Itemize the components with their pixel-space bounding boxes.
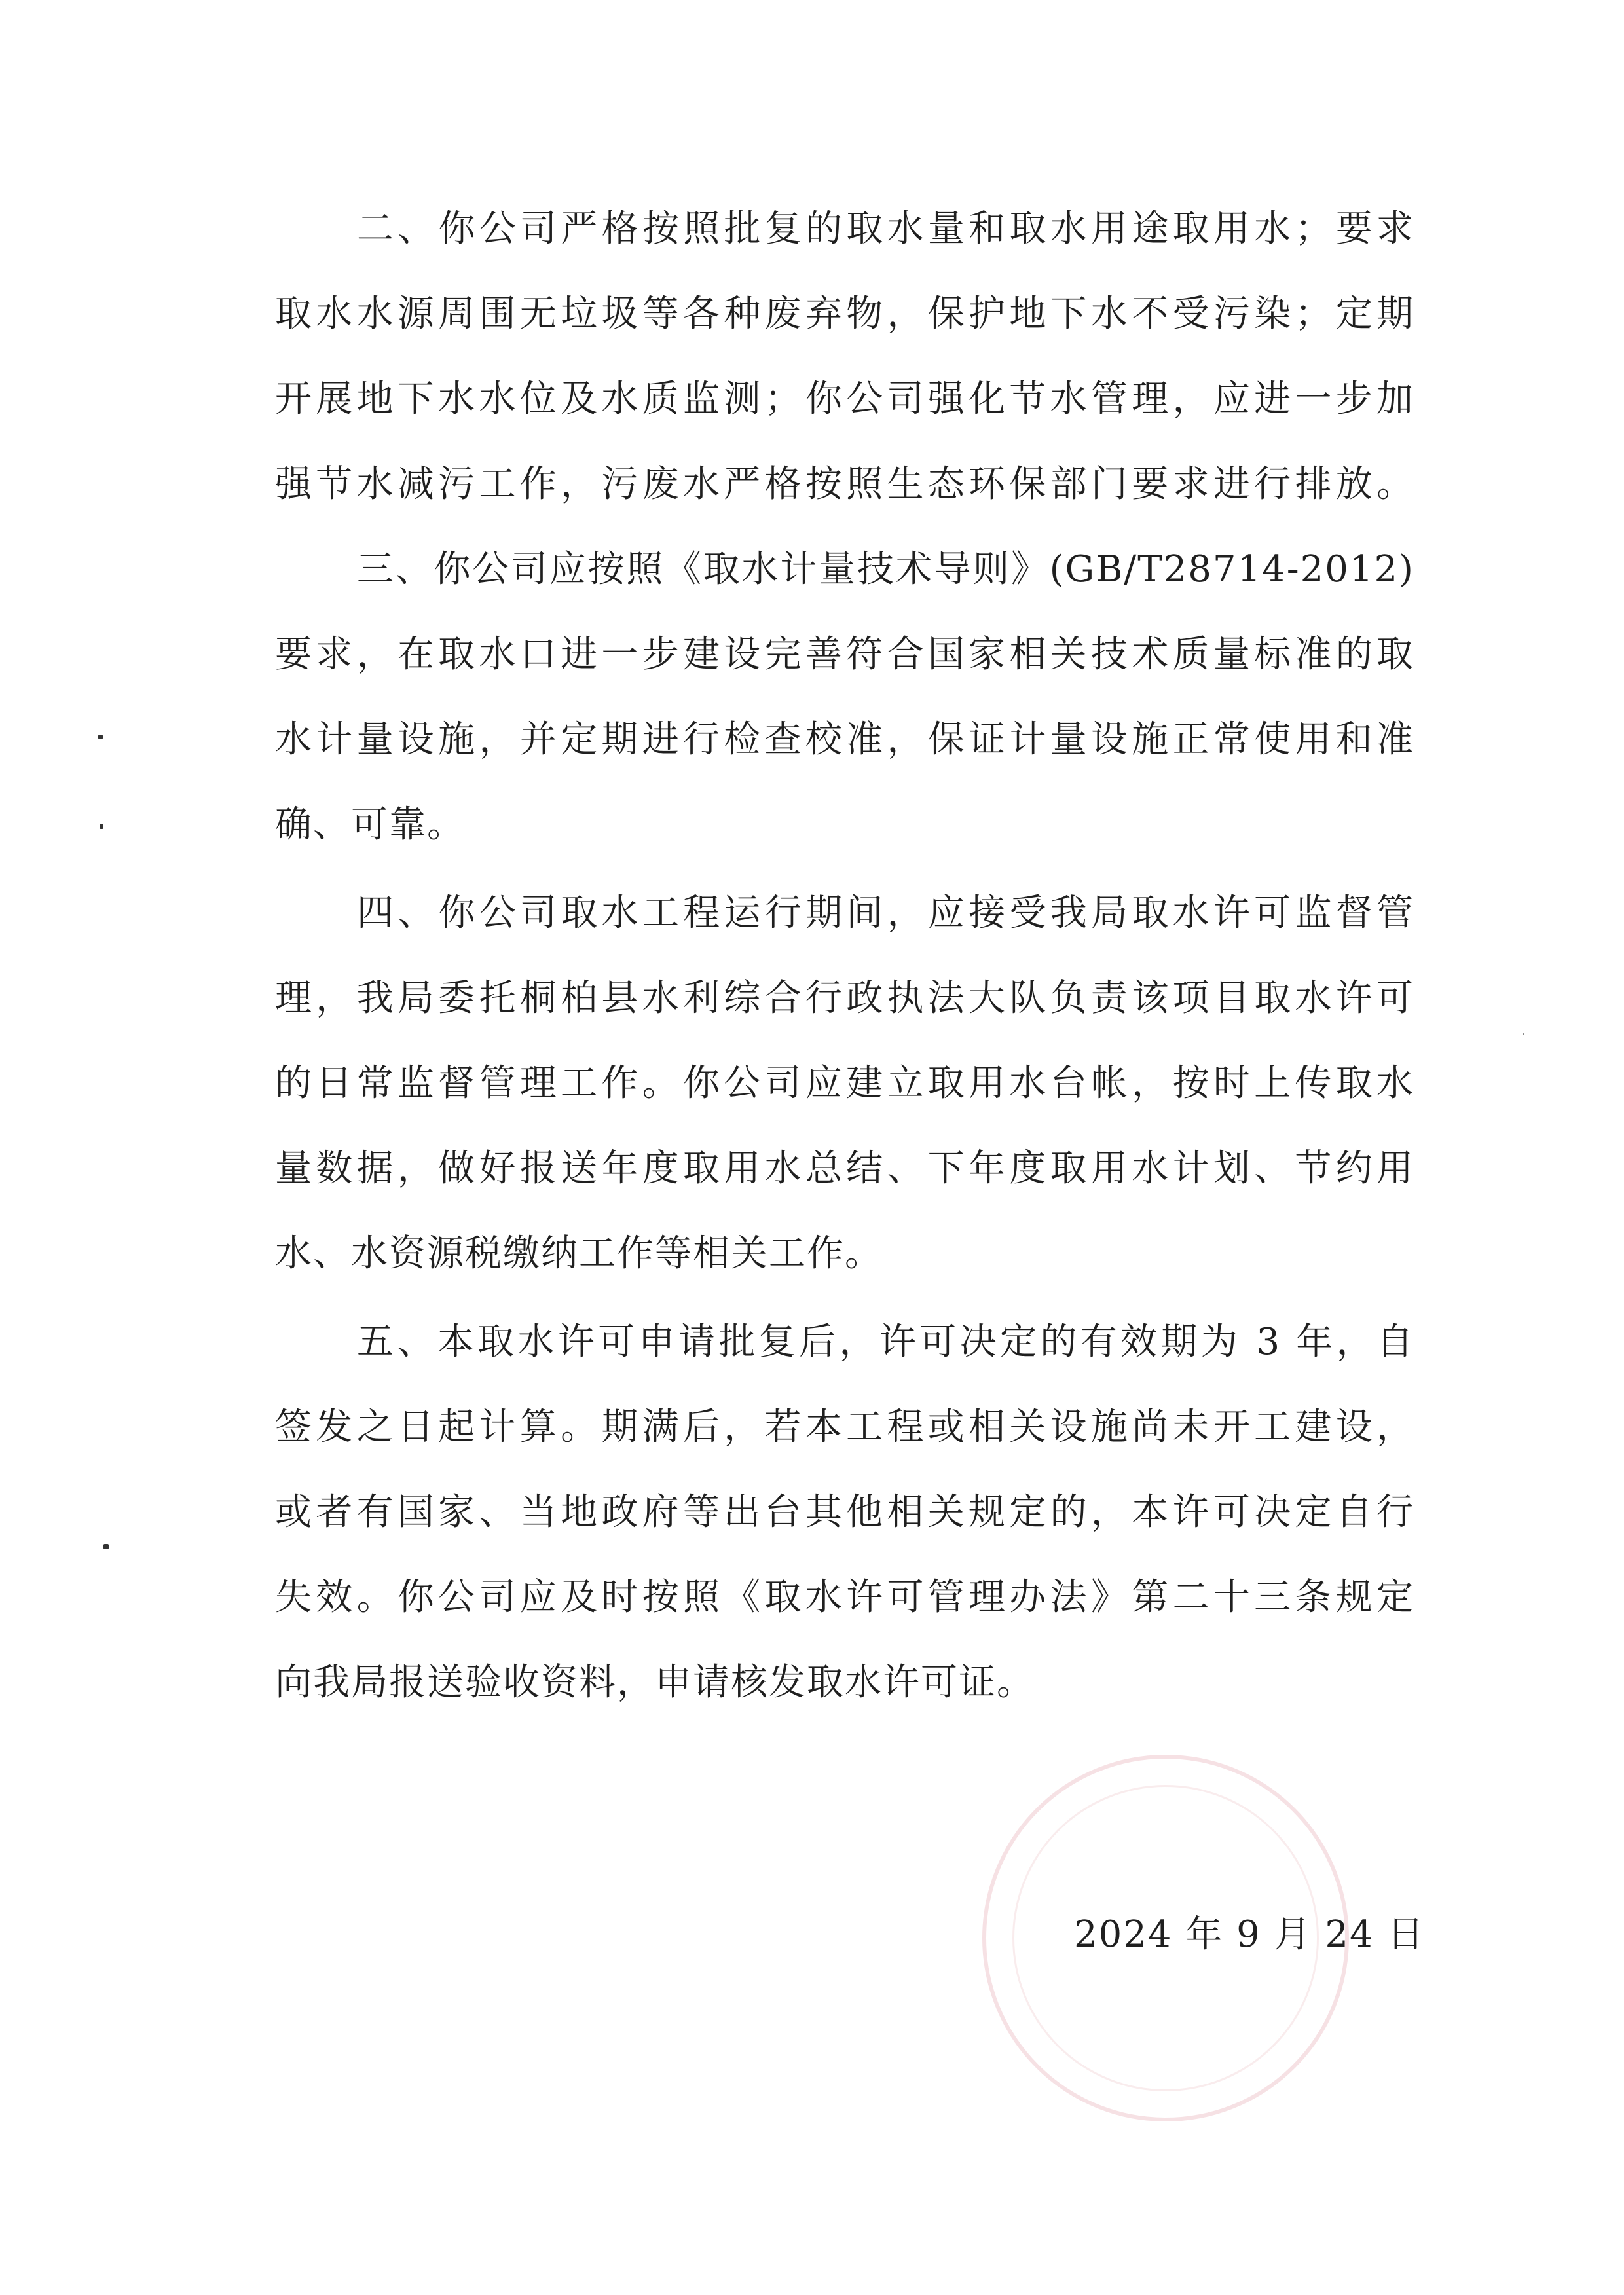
paragraph-2-line-4: 强节水减污工作，污废水严格按照生态环保部门要求进行排放。: [275, 463, 1414, 505]
paragraph-3-line-3: 水计量设施，并定期进行检查校准，保证计量设施正常使用和准: [275, 718, 1414, 761]
paragraph-4-line-1: 四、你公司取水工程运行期间，应接受我局取水许可监督管: [357, 892, 1414, 934]
paragraph-3-line-1: 三、你公司应按照《取水计量技术导则》(GB/T28714-2012): [357, 548, 1414, 591]
paragraph-2-line-3: 开展地下水水位及水质监测；你公司强化节水管理，应进一步加: [275, 378, 1414, 420]
paragraph-4-line-3: 的日常监督管理工作。你公司应建立取用水台帐，按时上传取水: [275, 1062, 1414, 1105]
scan-speck: [100, 824, 103, 829]
paragraph-4-line-2: 理，我局委托桐柏县水利综合行政执法大队负责该项目取水许可: [275, 977, 1414, 1019]
scan-speck: [98, 735, 103, 739]
paragraph-5-line-1: 五、本取水许可申请批复后，许可决定的有效期为 3 年，自: [357, 1321, 1414, 1363]
document-date: 2024 年 9 月 24 日: [1074, 1913, 1426, 1956]
paragraph-5-line-4: 失效。你公司应及时按照《取水许可管理办法》第二十三条规定: [275, 1576, 1414, 1619]
paragraph-4-line-4: 量数据，做好报送年度取用水总结、下年度取用水计划、节约用: [275, 1147, 1414, 1190]
paragraph-3-line-2: 要求，在取水口进一步建设完善符合国家相关技术质量标准的取: [275, 633, 1414, 676]
paragraph-2-line-1: 二、你公司严格按照批复的取水量和取水用途取用水；要求: [357, 208, 1414, 250]
paragraph-3-line-4: 确、可靠。: [275, 803, 465, 846]
paragraph-5-line-3: 或者有国家、当地政府等出台其他相关规定的，本许可决定自行: [275, 1491, 1414, 1533]
paragraph-5-line-2: 签发之日起计算。期满后，若本工程或相关设施尚未开工建设，: [275, 1406, 1414, 1448]
paragraph-2-line-2: 取水水源周围无垃圾等各种废弃物，保护地下水不受污染；定期: [275, 293, 1414, 335]
paragraph-5-line-5: 向我局报送验收资料，申请核发取水许可证。: [275, 1661, 1035, 1704]
paragraph-4-line-5: 水、水资源税缴纳工作等相关工作。: [275, 1232, 883, 1275]
scan-speck: [103, 1544, 109, 1549]
scan-speck: [1522, 1033, 1524, 1035]
